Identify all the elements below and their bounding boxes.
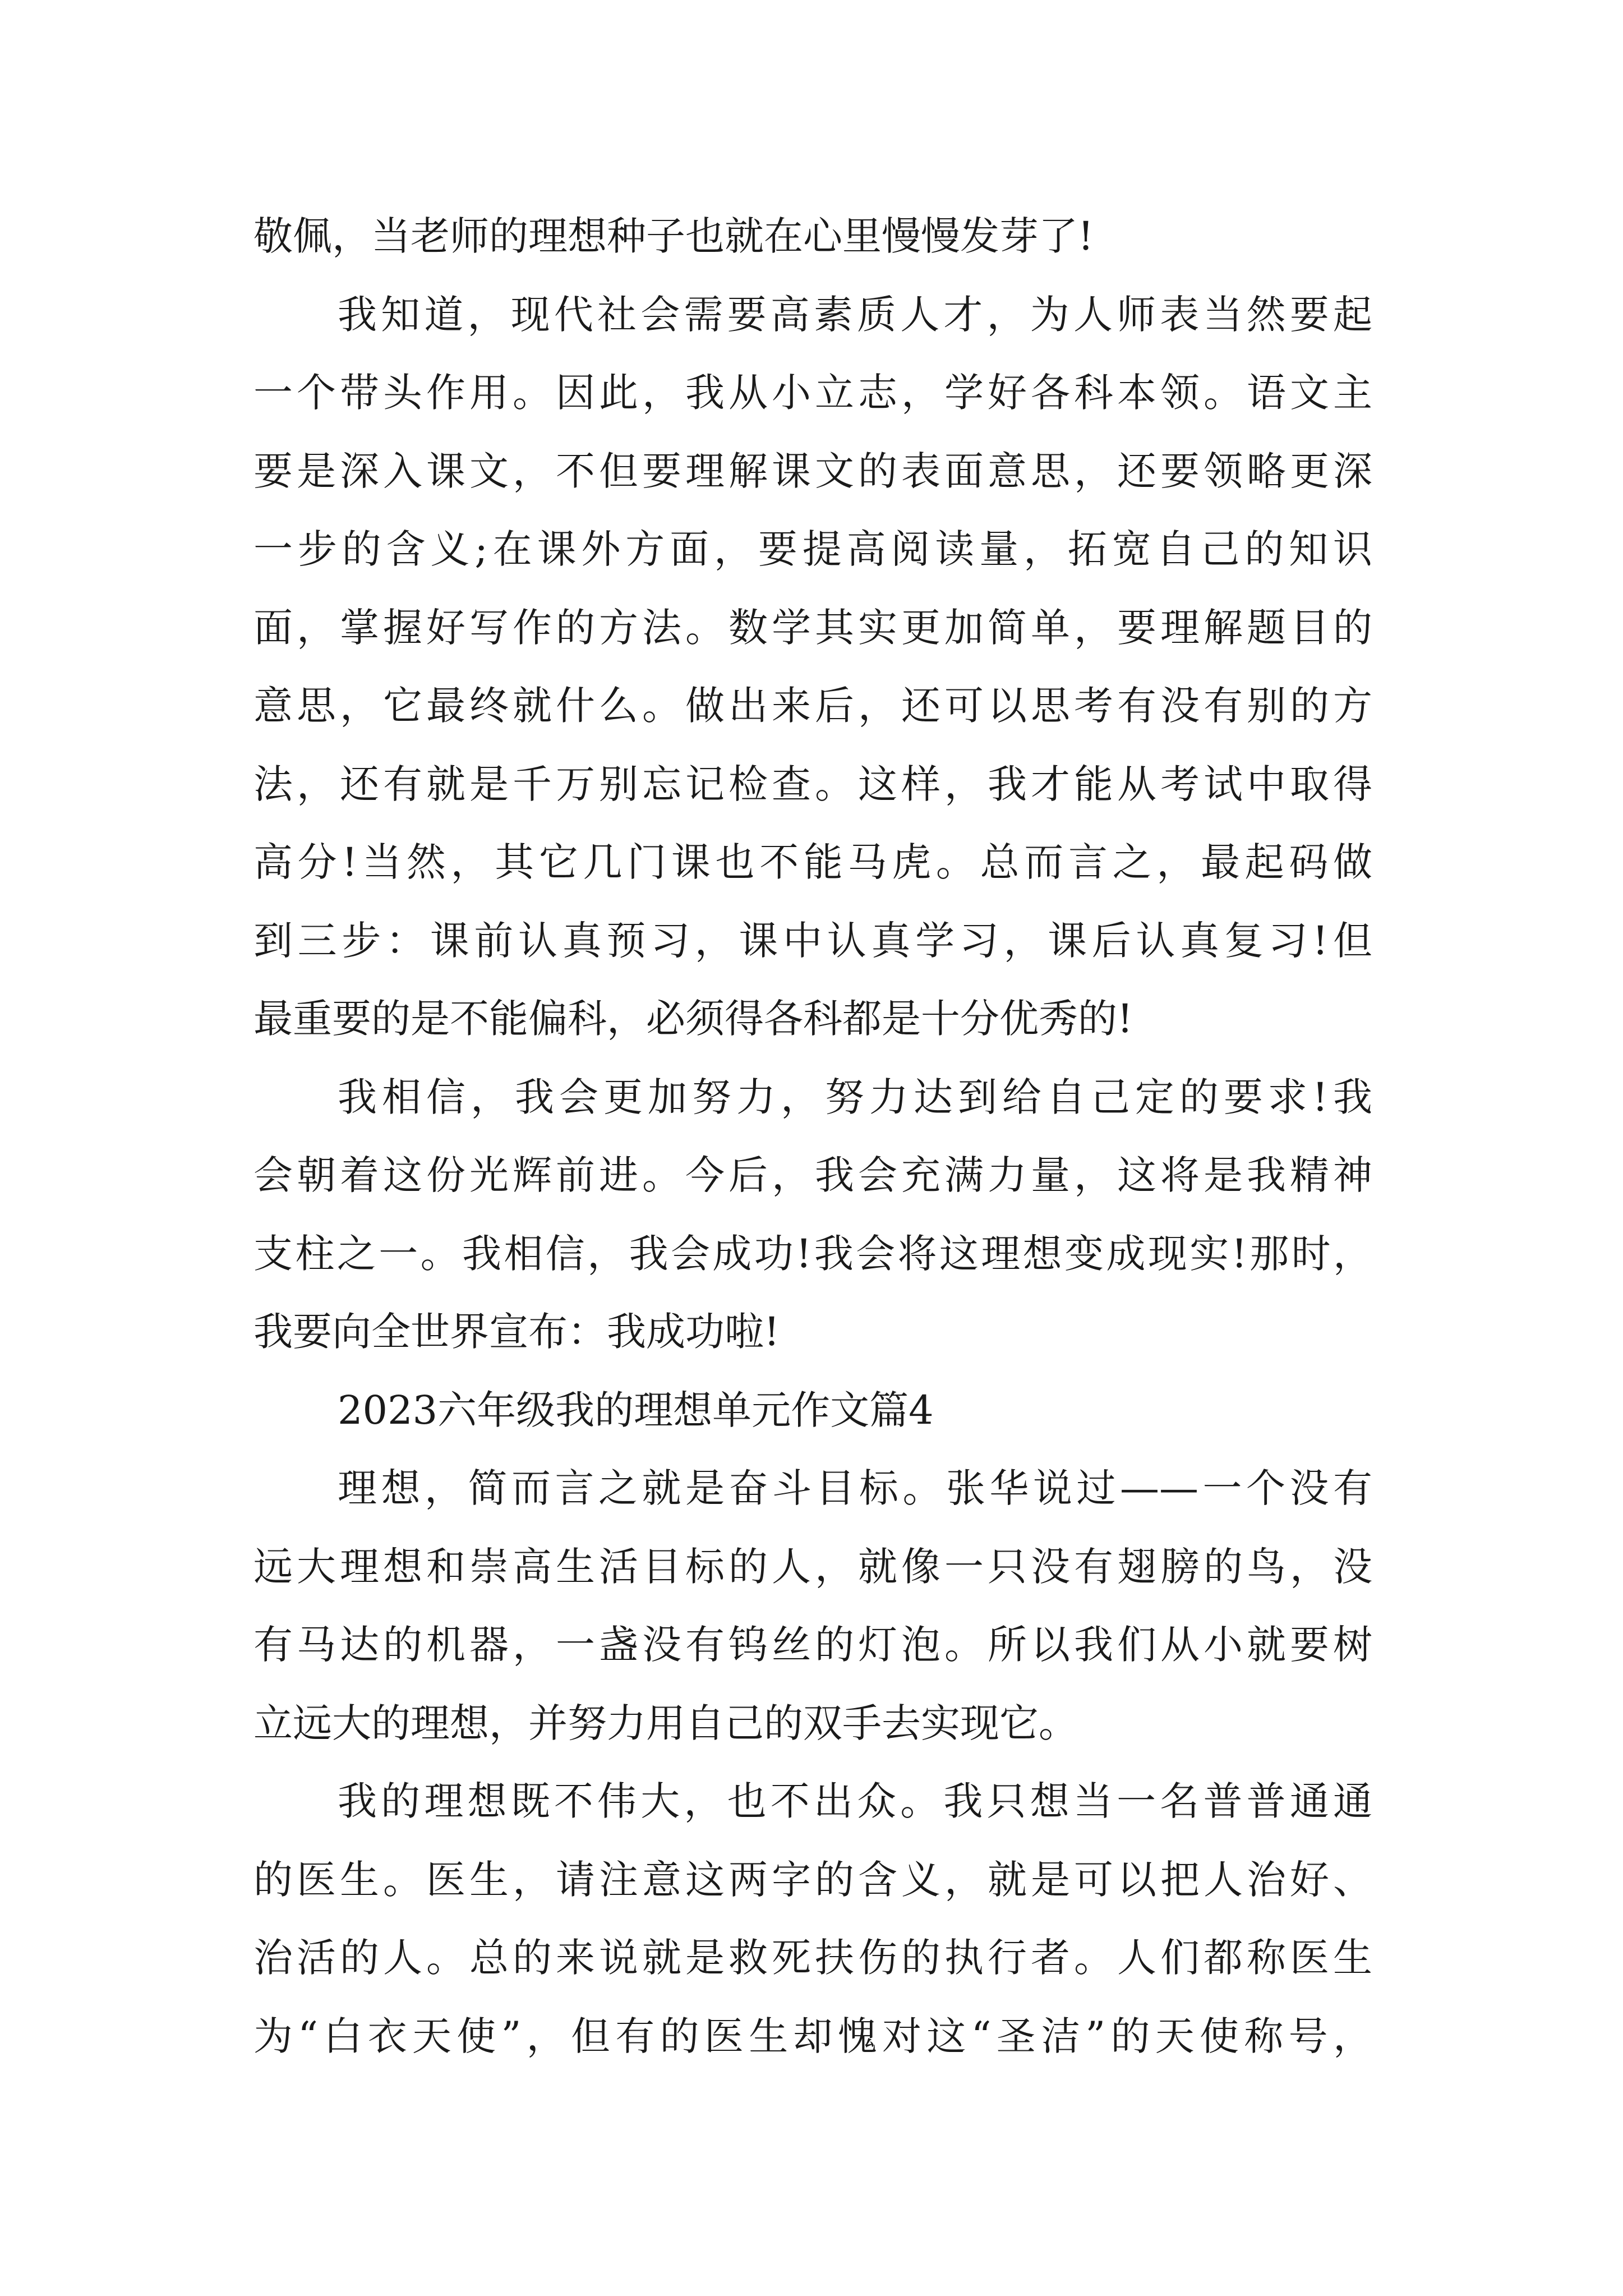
text-line: 高分!当然，其它几门课也不能马虎。总而言之，最起码做: [253, 839, 1372, 885]
text-line: 要是深入课文，不但要理解课文的表面意思，还要领略更深: [253, 448, 1372, 494]
text-line: 面，掌握好写作的方法。数学其实更加简单，要理解题目的: [253, 604, 1372, 651]
text-line: 到三步：课前认真预习，课中认真学习，课后认真复习!但: [253, 917, 1372, 964]
text-line: 最重要的是不能偏科，必须得各科都是十分优秀的!: [253, 996, 1133, 1042]
text-line: 我相信，我会更加努力，努力达到给自己定的要求!我: [338, 1074, 1372, 1120]
text-line: 一步的含义;在课外方面，要提高阅读量，拓宽自己的知识: [253, 526, 1372, 572]
text-line: 一个带头作用。因此，我从小立志，学好各科本领。语文主: [253, 370, 1372, 416]
text-line: 我知道，现代社会需要高素质人才，为人师表当然要起: [338, 291, 1372, 338]
text-line: 我的理想既不伟大，也不出众。我只想当一名普普通通: [338, 1778, 1372, 1824]
text-line: 会朝着这份光辉前进。今后，我会充满力量，这将是我精神: [253, 1152, 1372, 1198]
text-line: 治活的人。总的来说就是救死扶伤的执行者。人们都称医生: [253, 1935, 1372, 1981]
text-line: 远大理想和崇高生活目标的人，就像一只没有翅膀的鸟，没: [253, 1543, 1372, 1590]
text-line: 有马达的机器，一盏没有钨丝的灯泡。所以我们从小就要树: [253, 1622, 1372, 1668]
text-line: 支柱之一。我相信，我会成功!我会将这理想变成现实!那时，: [253, 1230, 1372, 1277]
text-line: 意思，它最终就什么。做出来后，还可以思考有没有别的方: [253, 683, 1372, 729]
text-line: 法，还有就是千万别忘记检查。这样，我才能从考试中取得: [253, 761, 1372, 807]
text-line: 我要向全世界宣布：我成功啦!: [253, 1309, 780, 1355]
text-line: 的医生。医生，请注意这两字的含义，就是可以把人治好、: [253, 1856, 1372, 1903]
text-line: 2023六年级我的理想单元作文篇4: [338, 1387, 934, 1433]
document-body: [253, 197, 1372, 2076]
text-line: 为“白衣天使”，但有的医生却愧对这“圣洁”的天使称号，: [253, 2013, 1372, 2059]
text-line: 敬佩，当老师的理想种子也就在心里慢慢发芽了!: [253, 213, 1094, 259]
text-line: 立远大的理想，并努力用自己的双手去实现它。: [253, 1700, 1078, 1746]
text-line: 理想，简而言之就是奋斗目标。张华说过——一个没有: [338, 1465, 1372, 1511]
